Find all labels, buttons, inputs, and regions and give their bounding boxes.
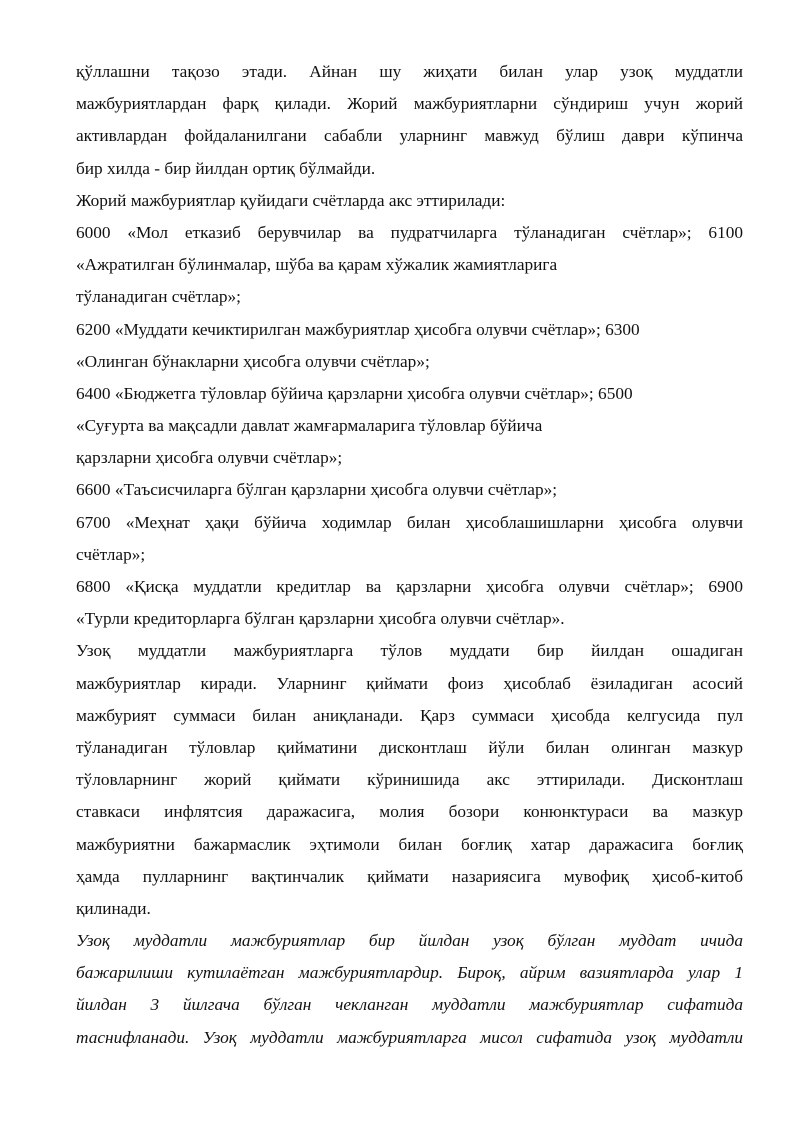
text-line: «Турли кредиторларга бўлган қарзларни ҳисобга олувчи счётлар».: [76, 609, 565, 629]
text-line: мажбурият суммаси билан аниқланади. Қарз суммаси ҳисобда келгусида пул: [76, 705, 743, 725]
text-line: бир хилда - бир йилдан ортиқ бўлмайди.: [76, 158, 376, 178]
text-line: мажбуриятлардан фарқ қилади. Жорий мажбуриятларни сўндириш учун жорий: [76, 94, 743, 114]
text-line: счётлар»;: [76, 544, 146, 564]
text-line: таснифланади. Узоқ муддатли мажбуриятларга мисол сифатида узоқ муддатли: [76, 1027, 743, 1047]
text-line: активлардан фойдаланилгани сабабли уларнинг мавжуд бўлиш даври кўпинча: [76, 126, 743, 146]
text-line: 6400 «Бюджетга тўловлар бўйича қарзларни ҳисобга олувчи счётлар»; 6500: [76, 383, 633, 403]
text-line: 6600 «Таъсисчиларга бўлган қарзларни ҳисобга олувчи счётлар»;: [76, 480, 558, 500]
text-line: 6700 «Меҳнат ҳақи бўйича ходимлар билан ҳисоблашишларни ҳисобга олувчи: [76, 512, 743, 532]
text-line: 6200 «Муддати кечиктирилган мажбуриятлар ҳисобга олувчи счётлар»; 6300: [76, 319, 640, 339]
text-line: «Суғурта ва мақсадли давлат жамғармаларига тўловлар бўйича: [76, 416, 543, 436]
text-line: Узоқ муддатли мажбуриятлар бир йилдан узоқ бўлган муддат ичида: [76, 931, 743, 951]
text-line: тўланадиган счётлар»;: [76, 287, 241, 307]
text-line: қўллашни тақозо этади. Айнан шу жиҳати билан улар узоқ муддатли: [76, 62, 743, 81]
text-line: 6800 «Қисқа муддатли кредитлар ва қарзларни ҳисобга олувчи счётлар»; 6900: [76, 577, 743, 596]
text-line: Жорий мажбуриятлар қуйидаги счётларда акс эттирилади:: [76, 190, 506, 210]
text-line: мажбуриятни бажармаслик эҳтимоли билан боғлиқ хатар даражасига боғлиқ: [76, 834, 743, 854]
text-line: мажбуриятлар киради. Уларнинг қиймати фоиз ҳисоблаб ёзиладиган асосий: [76, 673, 743, 693]
text-line: тўловларнинг жорий қиймати кўринишида акс эттирилади. Дисконтлаш: [76, 770, 743, 790]
text-line: ставкаси инфлятсия даражасига, молия бозори конюнктураси ва мазкур: [76, 802, 743, 822]
text-line: қарзларни ҳисобга олувчи счётлар»;: [76, 448, 343, 468]
text-line: бажарилиши кутилаётган мажбуриятлардир. Бироқ, айрим вазиятларда улар 1: [76, 963, 743, 983]
text-line: 6000 «Мол етказиб берувчилар ва пудратчиларга тўланадиган счётлар»; 6100: [76, 222, 743, 242]
text-line: тўланадиган тўловлар қийматини дисконтлаш йўли билан олинган мазкур: [76, 737, 743, 757]
text-line: Узоқ муддатли мажбуриятларга тўлов муддати бир йилдан ошадиган: [76, 641, 743, 661]
text-line: қилинади.: [76, 898, 151, 918]
text-line: ҳамда пулларнинг вақтинчалик қиймати назариясига мувофиқ ҳисоб-китоб: [76, 866, 743, 886]
text-line: йилдан 3 йилгача бўлган чекланган муддатли мажбуриятлар сифатида: [76, 995, 743, 1015]
text-line: «Ажратилган бўлинмалар, шўба ва қарам хўжалик жамиятларига: [76, 255, 558, 275]
document-page: [76, 56, 743, 1054]
text-line: «Олинган бўнакларни ҳисобга олувчи счётлар»;: [76, 351, 430, 371]
